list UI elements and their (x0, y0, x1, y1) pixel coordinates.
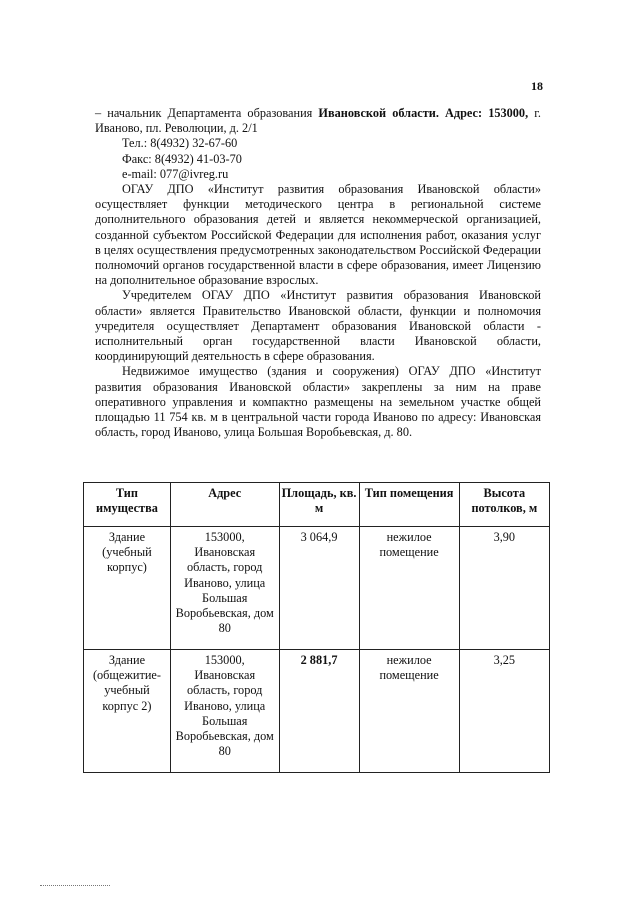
head-address-text: г. Иваново, пл. Революции, д. 2/1 (95, 106, 542, 136)
table-row (84, 650, 550, 773)
cell-address: 153000, Ивановская область, город Иваново, улица Большая Воробьевская, дом 80 (170, 650, 279, 773)
paragraph-head (95, 106, 541, 136)
cell-type: Здание (учебный корпус) (84, 527, 171, 650)
head-bold-text: Ивановской области. Адрес: 153000, (318, 106, 529, 120)
cell-area: 3 064,9 (279, 527, 359, 650)
scan-artifact-dots (40, 885, 110, 886)
document-body (95, 106, 541, 440)
paragraph-institute: ОГАУ ДПО «Институт развития образования Ивановской области» осуществляет функции методического центра в региональной системе дополнительного образования детей и является некоммерческой организацией, созданной субъектом Российской Федерации для исполнения работ, оказания услуг в целях осуществления предусмотренных законодательством Российской Федерации полномочий органов государственной власти в сфере образования, имеет Лицензию на дополнительное образование взрослых. (95, 182, 541, 288)
cell-address: 153000, Ивановская область, город Иваново, улица Большая Воробьевская, дом 80 (170, 527, 279, 650)
cell-room-type: нежилое помещение (359, 527, 459, 650)
contact-fax: Факс: 8(4932) 41-03-70 (122, 151, 242, 166)
table-row (84, 527, 550, 650)
cell-ceiling-height: 3,90 (459, 527, 549, 650)
cell-type: Здание (общежитие-учебный корпус 2) (84, 650, 171, 773)
header-address: Адрес (170, 483, 279, 527)
head-normal-text: – начальник Департамента образования (95, 106, 319, 120)
paragraph-founder: Учредителем ОГАУ ДПО «Институт развития образования Ивановской области» является Правительство Ивановской области, функции и полномочия учредителя осуществляет Департамент образования Ивановской области - исполнительный орган государственной власти Ивановской области, координирующий деятельность в сфере образования. (95, 288, 541, 364)
header-room-type: Тип помещения (359, 483, 459, 527)
cell-room-type: нежилое помещение (359, 650, 459, 773)
header-ceiling-height: Высота потолков, м (459, 483, 549, 527)
cell-ceiling-height: 3,25 (459, 650, 549, 773)
page-number: 18 (531, 79, 543, 93)
contact-phone: Тел.: 8(4932) 32-67-60 (122, 136, 238, 151)
paragraph-property: Недвижимое имущество (здания и сооружения) ОГАУ ДПО «Институт развития образования Ивановской области» закреплены за ним на праве оперативного управления и компактно размещены на земельном участке общей площадью 11 754 кв. м в центральной части города Иваново по адресу: Ивановская область, город Иваново, улица Большая Воробьевская, д. 80. (95, 364, 541, 440)
table-header-row (84, 483, 550, 527)
contact-email: e-mail: 077@ivreg.ru (122, 166, 229, 181)
cell-area: 2 881,7 (279, 650, 359, 773)
property-table (83, 482, 550, 773)
header-area: Площадь, кв. м (279, 483, 359, 527)
header-type: Тип имущества (84, 483, 171, 527)
